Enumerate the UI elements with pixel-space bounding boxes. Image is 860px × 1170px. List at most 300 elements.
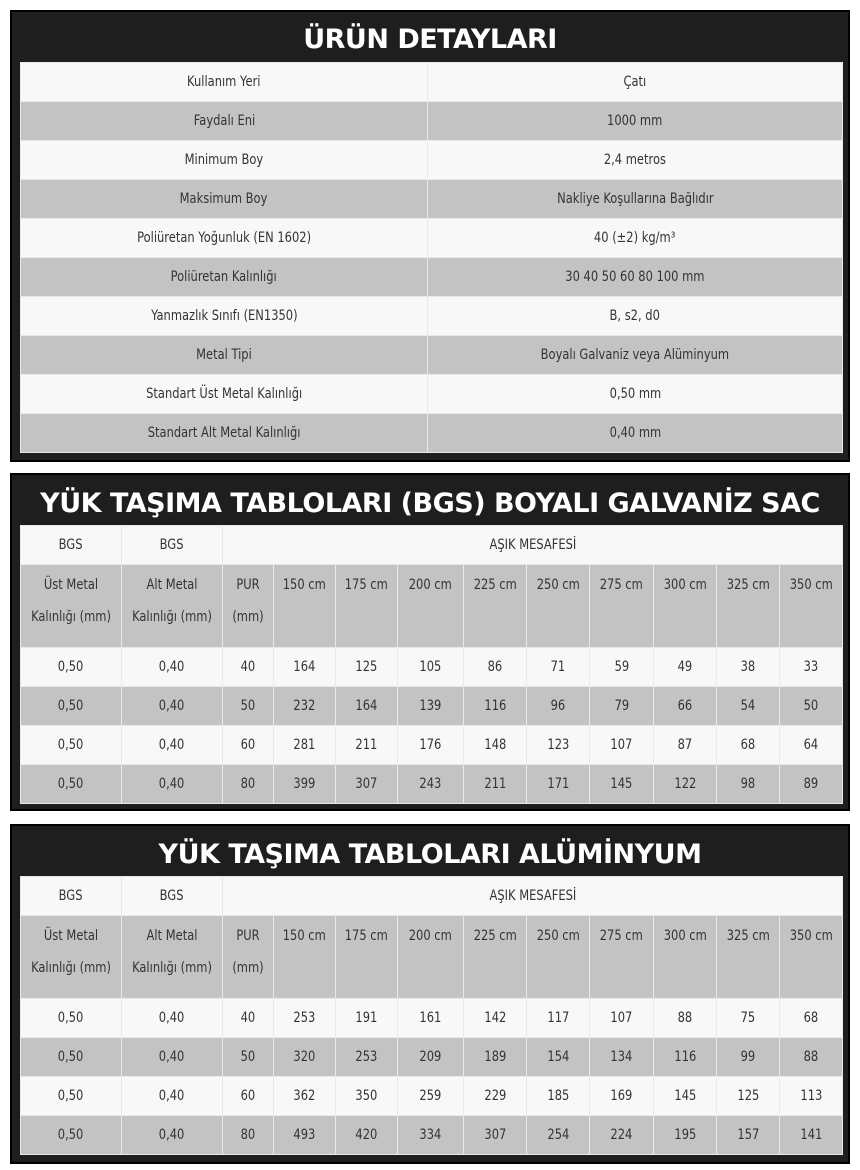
table-cell	[464, 726, 527, 765]
table-row	[21, 1116, 843, 1155]
span-column-header	[527, 916, 590, 999]
table-cell	[274, 1077, 336, 1116]
table-cell-text: 0,50	[58, 698, 84, 714]
table-cell	[122, 1038, 223, 1077]
table-cell-text: 399	[293, 776, 316, 792]
table-cell-text: 157	[737, 1127, 759, 1143]
table-cell	[21, 1116, 122, 1155]
detail-value	[428, 375, 843, 414]
table-cell	[122, 648, 223, 687]
span-column-header	[274, 565, 336, 648]
table-cell	[780, 726, 843, 765]
table-cell-text: 88	[803, 1049, 819, 1065]
table-cell	[223, 1116, 274, 1155]
table-cell-text: 362	[293, 1088, 316, 1104]
lower-thickness-header-line: Kalınlığı (mm)	[132, 960, 212, 976]
galvaniz-load-title: YÜK TAŞIMA TABLOLARI (BGS) BOYALI GALVANİZ SAC	[40, 488, 820, 519]
table-cell	[21, 1038, 122, 1077]
table-row	[21, 336, 843, 375]
lower-thickness-header-line: Alt Metal	[146, 577, 198, 593]
aluminyum-load-panel	[10, 824, 850, 1164]
table-cell-text: 420	[355, 1127, 378, 1143]
table-cell	[464, 765, 527, 804]
table-cell-text: 59	[614, 659, 629, 675]
span-header	[223, 877, 843, 916]
table-cell	[717, 1038, 780, 1077]
table-cell-text: 107	[610, 737, 633, 753]
table-cell-text: 60	[240, 1088, 256, 1104]
product-details-table	[20, 62, 843, 453]
table-cell	[654, 726, 717, 765]
pur-header	[223, 916, 274, 999]
table-cell-text: 71	[550, 659, 566, 675]
span-column-header	[654, 916, 717, 999]
table-cell-text: 0,40	[159, 1088, 185, 1104]
galvaniz-load-table	[20, 525, 843, 804]
table-cell-text: 0,50	[58, 1049, 84, 1065]
detail-value-text: Nakliye Koşullarına Bağlıdır	[556, 191, 714, 207]
table-row	[21, 999, 843, 1038]
bgs-header	[21, 526, 122, 565]
table-cell-text: 38	[740, 659, 756, 675]
table-cell-text: 164	[293, 659, 316, 675]
table-cell	[122, 1077, 223, 1116]
detail-label	[21, 414, 428, 453]
span-column-header-text: 175 cm	[344, 577, 389, 593]
table-cell-text: 232	[293, 698, 316, 714]
table-cell-text: 141	[800, 1127, 823, 1143]
span-column-header	[274, 916, 336, 999]
span-column-header	[464, 565, 527, 648]
detail-label-text: Maksimum Boy	[180, 191, 268, 207]
span-column-header-text: 225 cm	[473, 928, 517, 944]
detail-label	[21, 180, 428, 219]
table-cell-text: 243	[419, 776, 442, 792]
table-cell-text: 350	[355, 1088, 378, 1104]
table-cell-text: 54	[740, 698, 756, 714]
table-cell-text: 0,50	[58, 1127, 84, 1143]
table-cell	[780, 1116, 843, 1155]
table-cell-text: 142	[484, 1010, 506, 1026]
detail-value-text: 0,50 mm	[609, 386, 661, 402]
table-cell	[717, 648, 780, 687]
table-cell-text: 254	[547, 1127, 569, 1143]
table-row	[21, 1038, 843, 1077]
table-cell-text: 0,40	[159, 698, 185, 714]
pur-header-line: PUR	[236, 928, 260, 944]
table-row	[21, 648, 843, 687]
table-cell-text: 40	[240, 659, 256, 675]
table-cell-text: 145	[674, 1088, 696, 1104]
table-cell-text: 122	[674, 776, 696, 792]
table-cell	[223, 765, 274, 804]
table-cell	[464, 999, 527, 1038]
detail-label	[21, 141, 428, 180]
detail-label-text: Faydalı Eni	[193, 113, 255, 129]
span-header-text: AŞIK MESAFESİ	[489, 888, 576, 904]
table-cell	[654, 648, 717, 687]
table-cell-text: 211	[355, 737, 378, 753]
table-cell-text: 50	[803, 698, 819, 714]
detail-label	[21, 258, 428, 297]
table-cell	[223, 648, 274, 687]
table-cell-text: 33	[803, 659, 819, 675]
table-cell	[223, 1077, 274, 1116]
span-column-header-text: 175 cm	[344, 928, 389, 944]
table-cell	[122, 999, 223, 1038]
detail-label-text: Minimum Boy	[184, 152, 264, 168]
table-cell	[21, 726, 122, 765]
table-row	[21, 102, 843, 141]
table-cell-text: 320	[293, 1049, 316, 1065]
table-cell	[527, 765, 590, 804]
table-cell-text: 87	[677, 737, 693, 753]
table-cell	[122, 726, 223, 765]
table-cell-text: 80	[240, 776, 256, 792]
upper-thickness-header	[21, 565, 122, 648]
upper-thickness-header-line: Kalınlığı (mm)	[31, 609, 111, 625]
table-cell	[654, 1077, 717, 1116]
header-row	[21, 565, 843, 648]
table-cell	[717, 1077, 780, 1116]
table-cell	[398, 687, 464, 726]
table-row	[21, 765, 843, 804]
bgs-header-text: BGS	[160, 537, 184, 553]
bgs-header-text: BGS	[59, 537, 83, 553]
table-cell	[398, 999, 464, 1038]
table-row	[21, 414, 843, 453]
table-cell	[336, 1038, 398, 1077]
lower-thickness-header-line: Kalınlığı (mm)	[132, 609, 212, 625]
bgs-header-text: BGS	[160, 888, 184, 904]
table-cell	[780, 765, 843, 804]
detail-value	[428, 414, 843, 453]
table-cell	[527, 1116, 590, 1155]
detail-label-text: Yanmazlık Sınıfı (EN1350)	[150, 308, 298, 324]
header-row	[21, 526, 843, 565]
table-cell	[398, 1077, 464, 1116]
table-cell-text: 64	[803, 737, 819, 753]
table-row	[21, 258, 843, 297]
table-cell-text: 116	[674, 1049, 696, 1065]
table-cell	[464, 1077, 527, 1116]
table-cell	[21, 999, 122, 1038]
table-cell-text: 60	[240, 737, 256, 753]
galvaniz-load-panel	[10, 473, 850, 811]
table-cell	[122, 687, 223, 726]
detail-label-text: Standart Üst Metal Kalınlığı	[145, 386, 303, 402]
span-column-header	[717, 565, 780, 648]
table-cell-text: 40	[240, 1010, 256, 1026]
table-cell	[654, 999, 717, 1038]
span-column-header-text: 325 cm	[726, 577, 770, 593]
detail-label-text: Metal Tipi	[196, 347, 252, 363]
table-cell-text: 50	[240, 698, 256, 714]
detail-value-text: 2,4 metros	[603, 152, 667, 168]
span-column-header-text: 325 cm	[726, 928, 770, 944]
span-column-header-text: 275 cm	[599, 928, 644, 944]
table-cell	[780, 1038, 843, 1077]
span-header	[223, 526, 843, 565]
table-cell	[398, 648, 464, 687]
lower-thickness-header-line: Alt Metal	[146, 928, 198, 944]
table-cell	[274, 648, 336, 687]
table-cell	[336, 1116, 398, 1155]
span-column-header	[717, 916, 780, 999]
table-cell-text: 281	[293, 737, 316, 753]
table-cell-text: 0,50	[58, 659, 84, 675]
table-cell	[21, 648, 122, 687]
table-cell-text: 189	[484, 1049, 506, 1065]
table-cell	[590, 687, 654, 726]
table-cell-text: 0,50	[58, 1010, 84, 1026]
table-cell-text: 80	[240, 1127, 256, 1143]
detail-value-text: Boyalı Galvaniz veya Alüminyum	[540, 347, 730, 363]
detail-value-text: 40 (±2) kg/m³	[594, 230, 676, 246]
detail-value-text: 30 40 50 60 80 100 mm	[565, 269, 705, 285]
product-details-title: ÜRÜN DETAYLARI	[303, 24, 557, 55]
table-cell-text: 113	[800, 1088, 823, 1104]
table-cell-text: 493	[293, 1127, 316, 1143]
table-cell	[717, 726, 780, 765]
table-cell	[336, 726, 398, 765]
table-cell	[336, 1077, 398, 1116]
span-column-header	[590, 916, 654, 999]
table-cell	[527, 687, 590, 726]
table-cell-text: 307	[355, 776, 378, 792]
table-cell-text: 98	[740, 776, 756, 792]
span-column-header-text: 225 cm	[473, 577, 517, 593]
table-cell-text: 145	[610, 776, 633, 792]
table-cell-text: 148	[484, 737, 506, 753]
table-cell	[336, 765, 398, 804]
table-cell	[590, 999, 654, 1038]
table-cell-text: 68	[803, 1010, 819, 1026]
span-column-header-text: 350 cm	[789, 928, 833, 944]
span-column-header-text: 150 cm	[282, 928, 327, 944]
table-cell	[527, 726, 590, 765]
table-cell	[717, 1116, 780, 1155]
table-cell	[398, 1116, 464, 1155]
span-column-header-text: 250 cm	[536, 577, 580, 593]
table-cell	[464, 648, 527, 687]
table-cell-text: 209	[419, 1049, 442, 1065]
table-row	[21, 375, 843, 414]
bgs-header	[122, 526, 223, 565]
table-cell	[122, 765, 223, 804]
table-row	[21, 180, 843, 219]
table-cell-text: 139	[419, 698, 442, 714]
table-cell-text: 0,40	[159, 659, 185, 675]
table-cell	[527, 1077, 590, 1116]
table-cell	[274, 1116, 336, 1155]
table-cell	[274, 1038, 336, 1077]
table-row	[21, 297, 843, 336]
span-column-header	[527, 565, 590, 648]
table-row	[21, 726, 843, 765]
detail-value-text: 0,40 mm	[609, 425, 661, 441]
table-cell	[590, 765, 654, 804]
table-cell-text: 86	[487, 659, 503, 675]
table-cell	[21, 687, 122, 726]
detail-label-text: Standart Alt Metal Kalınlığı	[147, 425, 301, 441]
table-cell-text: 49	[677, 659, 693, 675]
detail-label-text: Poliüretan Yoğunluk (EN 1602)	[137, 230, 311, 246]
table-cell-text: 125	[355, 659, 378, 675]
table-row	[21, 687, 843, 726]
table-cell	[780, 687, 843, 726]
span-column-header	[336, 565, 398, 648]
upper-thickness-header-line: Üst Metal	[43, 928, 99, 944]
table-cell-text: 0,40	[159, 1049, 185, 1065]
table-cell	[527, 1038, 590, 1077]
pur-header-line: (mm)	[232, 609, 264, 625]
table-cell	[398, 726, 464, 765]
table-cell-text: 88	[677, 1010, 693, 1026]
table-cell	[590, 648, 654, 687]
table-row	[21, 1077, 843, 1116]
table-cell-text: 107	[610, 1010, 633, 1026]
table-cell	[464, 1038, 527, 1077]
table-cell	[21, 1077, 122, 1116]
table-cell-text: 176	[419, 737, 442, 753]
table-cell-text: 0,50	[58, 737, 84, 753]
table-cell	[780, 999, 843, 1038]
table-cell	[590, 1116, 654, 1155]
table-cell-text: 334	[419, 1127, 442, 1143]
lower-thickness-header	[122, 565, 223, 648]
table-cell-text: 134	[610, 1049, 633, 1065]
table-cell-text: 307	[484, 1127, 506, 1143]
table-cell	[654, 765, 717, 804]
pur-header-line: (mm)	[232, 960, 264, 976]
aluminyum-load-table	[20, 876, 843, 1155]
table-cell-text: 253	[355, 1049, 378, 1065]
detail-value-text: 1000 mm	[607, 113, 663, 129]
table-cell-text: 191	[355, 1010, 378, 1026]
table-cell	[590, 726, 654, 765]
detail-label	[21, 297, 428, 336]
table-cell-text: 96	[550, 698, 566, 714]
table-cell	[717, 687, 780, 726]
table-cell-text: 185	[547, 1088, 569, 1104]
table-cell	[527, 648, 590, 687]
table-cell-text: 117	[547, 1010, 569, 1026]
table-cell-text: 79	[614, 698, 629, 714]
span-column-header-text: 200 cm	[408, 928, 453, 944]
table-cell	[122, 1116, 223, 1155]
table-cell	[717, 999, 780, 1038]
table-cell-text: 164	[355, 698, 378, 714]
table-cell	[223, 687, 274, 726]
span-column-header-text: 300 cm	[663, 928, 707, 944]
table-cell	[590, 1038, 654, 1077]
detail-value	[428, 258, 843, 297]
table-cell-text: 259	[419, 1088, 442, 1104]
detail-value	[428, 219, 843, 258]
header-row	[21, 916, 843, 999]
table-cell	[654, 1116, 717, 1155]
table-cell-text: 125	[737, 1088, 759, 1104]
table-cell	[223, 726, 274, 765]
detail-value-text: Çatı	[623, 74, 647, 90]
span-column-header-text: 275 cm	[599, 577, 644, 593]
table-cell-text: 66	[677, 698, 693, 714]
table-cell	[223, 999, 274, 1038]
bgs-header	[21, 877, 122, 916]
detail-label	[21, 63, 428, 102]
table-cell	[464, 687, 527, 726]
span-header-text: AŞIK MESAFESİ	[489, 537, 576, 553]
table-cell-text: 50	[240, 1049, 256, 1065]
table-cell-text: 89	[803, 776, 819, 792]
upper-thickness-header-line: Kalınlığı (mm)	[31, 960, 111, 976]
table-cell	[21, 765, 122, 804]
table-cell	[274, 765, 336, 804]
detail-label-text: Kullanım Yeri	[187, 74, 261, 90]
table-cell	[274, 726, 336, 765]
span-column-header	[398, 565, 464, 648]
detail-value	[428, 63, 843, 102]
table-cell	[398, 765, 464, 804]
detail-value	[428, 336, 843, 375]
table-cell	[654, 1038, 717, 1077]
span-column-header	[654, 565, 717, 648]
table-cell-text: 99	[740, 1049, 756, 1065]
table-cell-text: 171	[547, 776, 569, 792]
table-cell-text: 105	[419, 659, 442, 675]
aluminyum-load-title: YÜK TAŞIMA TABLOLARI ALÜMİNYUM	[158, 839, 702, 870]
table-cell-text: 195	[674, 1127, 696, 1143]
span-column-header	[464, 916, 527, 999]
bgs-header-text: BGS	[59, 888, 83, 904]
table-row	[21, 141, 843, 180]
table-cell	[527, 999, 590, 1038]
table-cell	[780, 1077, 843, 1116]
span-column-header-text: 150 cm	[282, 577, 327, 593]
span-column-header-text: 250 cm	[536, 928, 580, 944]
detail-value-text: B, s2, d0	[609, 308, 661, 324]
table-cell	[717, 765, 780, 804]
table-cell-text: 169	[610, 1088, 633, 1104]
table-cell-text: 0,50	[58, 1088, 84, 1104]
pur-header-line: PUR	[236, 577, 260, 593]
table-cell-text: 0,40	[159, 737, 185, 753]
detail-label	[21, 102, 428, 141]
table-row	[21, 219, 843, 258]
table-cell	[274, 999, 336, 1038]
table-cell	[274, 687, 336, 726]
span-column-header	[336, 916, 398, 999]
upper-thickness-header-line: Üst Metal	[43, 577, 99, 593]
lower-thickness-header	[122, 916, 223, 999]
table-cell-text: 161	[419, 1010, 442, 1026]
span-column-header	[780, 565, 843, 648]
table-cell	[398, 1038, 464, 1077]
pur-header	[223, 565, 274, 648]
detail-value	[428, 141, 843, 180]
table-cell	[590, 1077, 654, 1116]
table-cell	[336, 687, 398, 726]
detail-value	[428, 297, 843, 336]
detail-value	[428, 180, 843, 219]
detail-label-text: Poliüretan Kalınlığı	[170, 269, 278, 285]
table-cell-text: 0,50	[58, 776, 84, 792]
table-cell-text: 0,40	[159, 776, 185, 792]
table-cell	[780, 648, 843, 687]
table-cell-text: 0,40	[159, 1010, 185, 1026]
span-column-header	[780, 916, 843, 999]
